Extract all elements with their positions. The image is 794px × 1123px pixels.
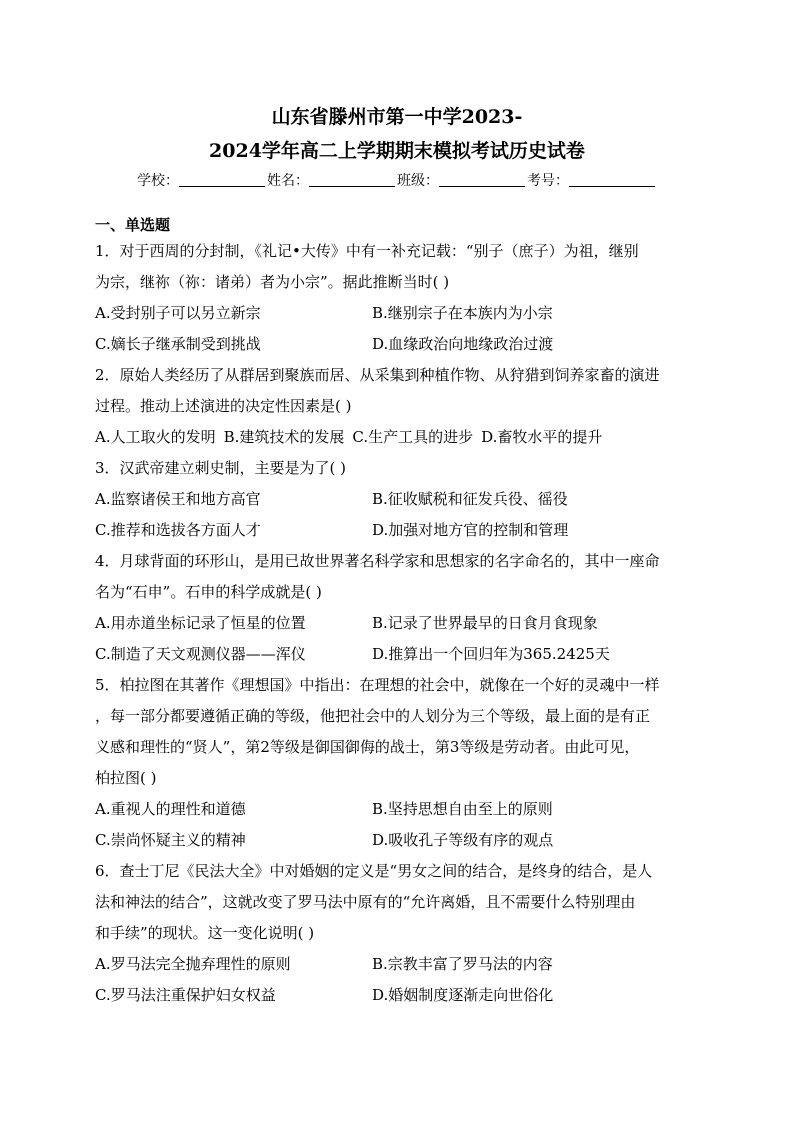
option-c: C.嫡长子继承制受到挑战 [95, 335, 261, 353]
question-text-line: 法和神法的结合”，这就改变了罗马法中原有的“允许离婚，且不需要什么特别理由 [95, 893, 636, 911]
option-c: C.推荐和选拔各方面人才 [95, 521, 261, 539]
question-1 [95, 236, 700, 360]
option-row [95, 329, 700, 360]
question-text-line: ，每一部分都要遵循正确的等级，他把社会中的人划分为三个等级，最上面的是有正 [95, 707, 651, 725]
question-5 [95, 670, 700, 856]
option-b: B.宗教丰富了罗马法的内容 [372, 955, 553, 973]
question-text-line: 3．汉武帝建立刺史制，主要是为了( ) [95, 459, 347, 477]
option-d: D.加强对地方官的控制和管理 [372, 521, 569, 539]
class-blank[interactable] [439, 172, 525, 187]
option-row [95, 794, 700, 825]
option-d: D.婚姻制度逐渐走向世俗化 [372, 986, 554, 1004]
exam-title-line-2: 2024学年高二上学期期末模拟考试历史试卷 [209, 140, 585, 162]
question-text-line: 和手续”的现状。这一变化说明( ) [95, 924, 315, 942]
option-row [95, 639, 700, 670]
option-c: C.制造了天文观测仪器——浑仪 [95, 645, 306, 663]
option-d: D.推算出一个回归年为365.2425天 [372, 645, 610, 663]
question-text-line: 1．对于西周的分封制，《礼记•大传》中有一补充记载：“别子（庶子）为祖，继别 [95, 242, 639, 260]
question-text-line: 4．月球背面的环形山，是用已故世界著名科学家和思想家的名字命名的，其中一座命 [95, 552, 660, 570]
question-text-line: 名为“石申”。石申的科学成就是( ) [95, 583, 322, 601]
question-text-line: 5．柏拉图在其著作《理想国》中指出：在理想的社会中，就像在一个好的灵魂中一样 [95, 676, 660, 694]
exam-title-line-1: 山东省滕州市第一中学2023- [271, 106, 523, 128]
question-2 [95, 360, 700, 453]
school-label: 学校： [137, 173, 179, 189]
option-a: A.罗马法完全抛弃理性的原则 [95, 955, 291, 973]
option-c: C.罗马法注重保护妇女权益 [95, 986, 276, 1004]
class-label: 班级： [397, 173, 439, 189]
option-b: B.坚持思想自由至上的原则 [372, 800, 553, 818]
option-row [95, 608, 700, 639]
option-b: B.征收赋税和征发兵役、徭役 [372, 490, 568, 508]
question-text-line: 义感和理性的“贤人”，第2等级是御国御侮的战士，第3等级是劳动者。由此可见， [95, 738, 640, 756]
option-a: A.监察诸侯王和地方高官 [95, 490, 261, 508]
student-info-row [0, 170, 794, 192]
name-label: 姓名： [267, 173, 309, 189]
exam-number-label: 考号： [527, 173, 569, 189]
question-text-line: 2．原始人类经历了从群居到聚族而居、从采集到种植作物、从狩猎到饲养家畜的演进 [95, 366, 660, 384]
question-text-line: 为宗，继祢（祢：诸弟）者为小宗”。据此推断当时( ) [95, 273, 450, 291]
option-c: C.崇尚怀疑主义的精神 [95, 831, 246, 849]
option-b: B.继别宗子在本族内为小宗 [372, 304, 553, 322]
section-title: 一、单选题 [95, 216, 171, 234]
school-blank[interactable] [179, 172, 265, 187]
option-a: A.受封别子可以另立新宗 [95, 304, 261, 322]
exam-number-blank[interactable] [569, 172, 655, 187]
option-a: A.人工取火的发明 [95, 428, 216, 446]
question-6 [95, 856, 700, 1011]
question-4 [95, 546, 700, 670]
option-b: B.建筑技术的发展 [223, 428, 345, 446]
option-a: A.重视人的理性和道德 [95, 800, 246, 818]
option-row [95, 422, 700, 453]
option-c: C.生产工具的进步 [352, 428, 474, 446]
option-d: D.畜牧水平的提升 [481, 428, 603, 446]
question-text-line: 过程。推动上述演进的决定性因素是( ) [95, 397, 352, 415]
question-text-line: 柏拉图( ) [95, 769, 157, 787]
option-row [95, 484, 700, 515]
question-text-line: 6．查士丁尼《民法大全》中对婚姻的定义是“男女之间的结合，是终身的结合，是人 [95, 862, 653, 880]
name-blank[interactable] [309, 172, 395, 187]
option-b: B.记录了世界最早的日食月食现象 [372, 614, 598, 632]
question-3 [95, 453, 700, 546]
option-d: D.吸收孔子等级有序的观点 [372, 831, 554, 849]
option-a: A.用赤道坐标记录了恒星的位置 [95, 614, 306, 632]
option-row [95, 515, 700, 546]
option-row [95, 825, 700, 856]
option-row [95, 298, 700, 329]
question-list [95, 236, 700, 1011]
option-d: D.血缘政治向地缘政治过渡 [372, 335, 554, 353]
option-row [95, 980, 700, 1011]
option-row [95, 949, 700, 980]
